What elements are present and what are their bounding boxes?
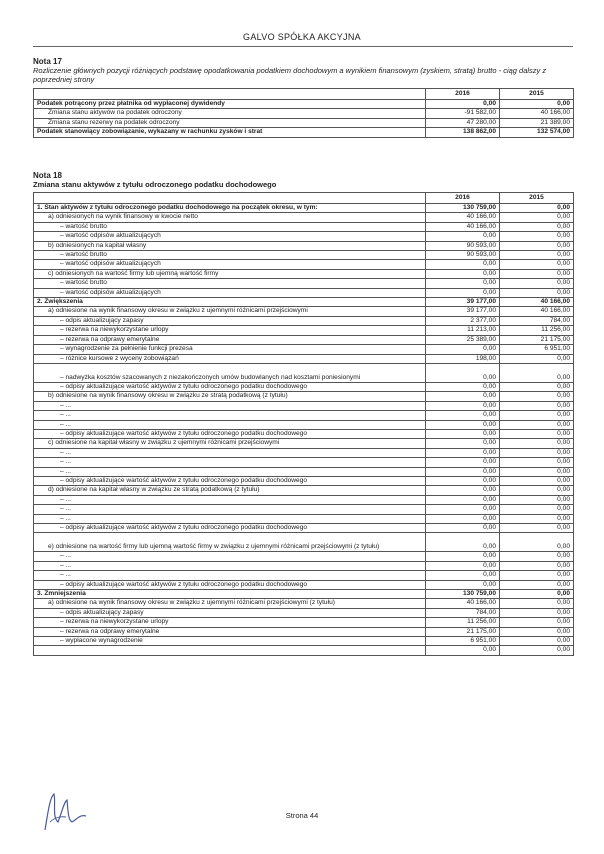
table-row <box>34 392 574 401</box>
value-2016: 0,00 <box>426 429 500 438</box>
row-label: – rezerwa na odprawy emerytalne <box>34 627 426 636</box>
row-label: – odpisy aktualizujące wartość aktywów z tytułu odroczonego podatku dochodowego <box>34 382 426 391</box>
table-row <box>34 232 574 241</box>
value-2015: 0,00 <box>500 279 574 288</box>
value-2016: 90 593,00 <box>426 251 500 260</box>
nota17-label: Nota 17 <box>33 57 62 66</box>
value-2015: 0,00 <box>500 590 574 599</box>
value-2016: 0,00 <box>426 401 500 410</box>
table-row <box>34 580 574 589</box>
page-number: Strona 44 <box>285 811 319 820</box>
table-row <box>34 637 574 646</box>
row-label: a) odniesionych na wynik finansowy w kwocie netto <box>34 213 426 222</box>
row-label: a) odniesione na wynik finansowy okresu w związku z ujemnymi różnicami przejściowymi (z tytułu) <box>34 599 426 608</box>
row-label: e) odniesione na wartość firmy lub ujemną wartość firmy w związku z ujemnymi różnicami przejściowymi (z tytułu) <box>34 533 426 552</box>
value-2015: 132 574,00 <box>500 128 574 137</box>
table-row <box>34 429 574 438</box>
table-row <box>34 204 574 213</box>
value-2015: 40 166,00 <box>500 307 574 316</box>
table-row <box>34 288 574 297</box>
row-label: Zmiana stanu aktywów na podatek odroczony <box>34 109 426 118</box>
value-2016: 2 377,00 <box>426 316 500 325</box>
row-label: – ... <box>34 411 426 420</box>
value-2016: 0,00 <box>426 269 500 278</box>
value-2015: 0,00 <box>500 476 574 485</box>
value-2016: 0,00 <box>426 411 500 420</box>
table-row <box>34 476 574 485</box>
row-label: – odpis aktualizujący zapasy <box>34 316 426 325</box>
value-2015: 0,00 <box>500 260 574 269</box>
value-2015: 0,00 <box>500 552 574 561</box>
column-header: 2015 <box>500 89 574 100</box>
table-row <box>34 316 574 325</box>
value-2015: 0,00 <box>500 514 574 523</box>
value-2015: 0,00 <box>500 608 574 617</box>
table-row <box>34 618 574 627</box>
row-label: – ... <box>34 505 426 514</box>
value-2015: 21 389,00 <box>500 118 574 127</box>
table-row <box>34 420 574 429</box>
row-label: – rezerwa na niewykorzystane urlopy <box>34 326 426 335</box>
row-label: – wartość brutto <box>34 279 426 288</box>
table-row <box>34 345 574 354</box>
value-2015: 0,00 <box>500 467 574 476</box>
value-2016: 47 280,00 <box>426 118 500 127</box>
value-2016: 40 166,00 <box>426 599 500 608</box>
row-label: b) odniesione na wynik finansowy okresu w związku ze stratą podatkową (z tytułu) <box>34 392 426 401</box>
row-label: d) odniesione na kapitał własny w związku ze stratą podatkową (z tytułu) <box>34 486 426 495</box>
table-row <box>34 599 574 608</box>
value-2015: 0,00 <box>500 241 574 250</box>
value-2016: 0,00 <box>426 288 500 297</box>
row-label: – ... <box>34 514 426 523</box>
value-2016: 0,00 <box>426 467 500 476</box>
row-label: Zmiana stanu rezerwy na podatek odroczony <box>34 118 426 127</box>
table-row <box>34 213 574 222</box>
table-row <box>34 269 574 278</box>
value-2015: 40 166,00 <box>500 298 574 307</box>
table-row <box>34 128 574 137</box>
value-2016: 40 166,00 <box>426 213 500 222</box>
value-2015: 0,00 <box>500 392 574 401</box>
value-2016: 0,00 <box>426 420 500 429</box>
value-2016: 0,00 <box>426 571 500 580</box>
row-label: – ... <box>34 467 426 476</box>
value-2016: 0,00 <box>426 260 500 269</box>
row-label: – wypłacone wynagrodzenie <box>34 637 426 646</box>
row-label <box>34 646 426 655</box>
row-label: – ... <box>34 561 426 570</box>
table-header-row <box>34 193 574 204</box>
value-2016: 0,00 <box>426 561 500 570</box>
nota17-table <box>33 88 574 138</box>
table-row <box>34 524 574 533</box>
value-2016: 0,00 <box>426 458 500 467</box>
value-2015: 0,00 <box>500 580 574 589</box>
value-2015: 0,00 <box>500 100 574 109</box>
column-header: 2015 <box>500 193 574 204</box>
row-label: – nadwyżka kosztów szacowanych z niezakończonych umów budowlanych nad kosztami poniesionymi <box>34 363 426 382</box>
value-2016: 39 177,00 <box>426 307 500 316</box>
value-2016: 0,00 <box>426 580 500 589</box>
table-row <box>34 627 574 636</box>
value-2016: 0,00 <box>426 533 500 552</box>
value-2016: 0,00 <box>426 382 500 391</box>
value-2015: 784,00 <box>500 316 574 325</box>
table-row <box>34 571 574 580</box>
value-2015: 21 175,00 <box>500 335 574 344</box>
row-label: 3. Zmniejszenia <box>34 590 426 599</box>
nota18-title: Zmiana stanu aktywów z tytułu odroczonego podatku dochodowego <box>33 180 277 189</box>
value-2016: 0,00 <box>426 495 500 504</box>
table-row <box>34 401 574 410</box>
table-row <box>34 222 574 231</box>
value-2016: 0,00 <box>426 486 500 495</box>
table-row <box>34 561 574 570</box>
table-row <box>34 448 574 457</box>
row-label: – ... <box>34 571 426 580</box>
value-2016: 0,00 <box>426 439 500 448</box>
table-row <box>34 646 574 655</box>
value-2015: 0,00 <box>500 495 574 504</box>
table-row <box>34 505 574 514</box>
header-divider <box>33 46 573 47</box>
value-2016: 39 177,00 <box>426 298 500 307</box>
value-2016: 0,00 <box>426 279 500 288</box>
value-2016: 784,00 <box>426 608 500 617</box>
row-label: – odpisy aktualizujące wartość aktywów z tytułu odroczonego podatku dochodowego <box>34 429 426 438</box>
table-row <box>34 251 574 260</box>
table-row <box>34 118 574 127</box>
row-label: 1. Stan aktywów z tytułu odroczonego podatku dochodowego na początek okresu, w tym: <box>34 204 426 213</box>
column-header <box>34 193 426 204</box>
table-row <box>34 495 574 504</box>
table-row <box>34 382 574 391</box>
row-label: Podatek potrącony przez płatnika od wypłaconej dywidendy <box>34 100 426 109</box>
row-label: – wartość odpisów aktualizujących <box>34 232 426 241</box>
table-row <box>34 439 574 448</box>
company-header: GALVO SPÓŁKA AKCYJNA <box>243 32 361 42</box>
value-2016: 198,00 <box>426 354 500 363</box>
value-2016: 0,00 <box>426 476 500 485</box>
table-row <box>34 486 574 495</box>
value-2015: 0,00 <box>500 439 574 448</box>
table-row <box>34 458 574 467</box>
value-2015: 0,00 <box>500 571 574 580</box>
table-row <box>34 354 574 363</box>
row-label: Podatek stanowiący zobowiązanie, wykazany w rachunku zysków i strat <box>34 128 426 137</box>
row-label: – ... <box>34 448 426 457</box>
value-2015: 0,00 <box>500 618 574 627</box>
row-label: b) odniesionych na kapitał własny <box>34 241 426 250</box>
value-2016: 0,00 <box>426 100 500 109</box>
value-2016: 11 256,00 <box>426 618 500 627</box>
value-2015: 0,00 <box>500 505 574 514</box>
row-label: – rezerwa na odprawy emerytalne <box>34 335 426 344</box>
row-label: – ... <box>34 420 426 429</box>
table-row <box>34 307 574 316</box>
value-2015: 0,00 <box>500 448 574 457</box>
row-label: – odpisy aktualizujące wartość aktywów z tytułu odroczonego podatku dochodowego <box>34 476 426 485</box>
row-label: – odpisy aktualizujące wartość aktywów z tytułu odroczonego podatku dochodowego <box>34 524 426 533</box>
value-2015: 40 166,00 <box>500 109 574 118</box>
value-2015: 0,00 <box>500 627 574 636</box>
value-2016: 90 593,00 <box>426 241 500 250</box>
value-2016: 6 951,00 <box>426 637 500 646</box>
value-2015: 0,00 <box>500 288 574 297</box>
row-label: – wartość brutto <box>34 251 426 260</box>
value-2016: 0,00 <box>426 524 500 533</box>
table-row <box>34 335 574 344</box>
value-2015: 0,00 <box>500 524 574 533</box>
value-2015: 0,00 <box>500 637 574 646</box>
value-2015: 0,00 <box>500 486 574 495</box>
value-2016: 138 862,00 <box>426 128 500 137</box>
nota18-table <box>33 192 574 656</box>
value-2015: 0,00 <box>500 420 574 429</box>
value-2016: 0,00 <box>426 232 500 241</box>
value-2015: 0,00 <box>500 646 574 655</box>
value-2015: 0,00 <box>500 458 574 467</box>
value-2015: 0,00 <box>500 429 574 438</box>
table-row <box>34 552 574 561</box>
value-2015: 0,00 <box>500 204 574 213</box>
value-2016: 25 389,00 <box>426 335 500 344</box>
table-row <box>34 363 574 382</box>
value-2015: 0,00 <box>500 382 574 391</box>
column-header <box>34 89 426 100</box>
row-label: – wartość odpisów aktualizujących <box>34 260 426 269</box>
value-2015: 0,00 <box>500 533 574 552</box>
row-label: – wartość odpisów aktualizujących <box>34 288 426 297</box>
row-label: 2. Zwiększenia <box>34 298 426 307</box>
table-row <box>34 260 574 269</box>
table-row <box>34 109 574 118</box>
value-2016: 40 166,00 <box>426 222 500 231</box>
row-label: – ... <box>34 495 426 504</box>
table-row <box>34 514 574 523</box>
value-2015: 0,00 <box>500 411 574 420</box>
value-2015: 0,00 <box>500 222 574 231</box>
table-row <box>34 467 574 476</box>
value-2016: 0,00 <box>426 646 500 655</box>
row-label: – odpis aktualizujący zapasy <box>34 608 426 617</box>
value-2016: 0,00 <box>426 345 500 354</box>
row-label: – ... <box>34 458 426 467</box>
value-2016: 0,00 <box>426 392 500 401</box>
row-label: – wartość brutto <box>34 222 426 231</box>
value-2015: 0,00 <box>500 561 574 570</box>
value-2015: 0,00 <box>500 599 574 608</box>
value-2016: -91 582,00 <box>426 109 500 118</box>
row-label: c) odniesionych na wartość firmy lub ujemną wartość firmy <box>34 269 426 278</box>
value-2015: 0,00 <box>500 269 574 278</box>
table-row <box>34 241 574 250</box>
value-2016: 0,00 <box>426 448 500 457</box>
value-2015: 0,00 <box>500 363 574 382</box>
value-2015: 0,00 <box>500 232 574 241</box>
row-label: – różnice kursowe z wyceny zobowiązań <box>34 354 426 363</box>
table-row <box>34 279 574 288</box>
row-label: – rezerwa na niewykorzystane urlopy <box>34 618 426 627</box>
table-row <box>34 533 574 552</box>
value-2016: 0,00 <box>426 552 500 561</box>
row-label: – wynagrodzenie za pełnienie funkcji prezesa <box>34 345 426 354</box>
value-2015: 0,00 <box>500 354 574 363</box>
table-row <box>34 411 574 420</box>
table-header-row <box>34 89 574 100</box>
nota17-title: Rozliczenie głównych pozycji różniących podstawę opodatkowania podatkiem dochodowym a wynikiem finansowym (zyskiem, stratą) brutto - ciąg dalszy z poprzedniej strony <box>33 66 547 84</box>
nota18-label: Nota 18 <box>33 171 62 180</box>
table-row <box>34 608 574 617</box>
row-label: a) odniesione na wynik finansowy okresu w związku z ujemnymi różnicami przejściowymi <box>34 307 426 316</box>
value-2016: 130 759,00 <box>426 590 500 599</box>
value-2016: 11 213,00 <box>426 326 500 335</box>
value-2016: 130 759,00 <box>426 204 500 213</box>
value-2015: 0,00 <box>500 401 574 410</box>
row-label: – ... <box>34 401 426 410</box>
value-2016: 0,00 <box>426 514 500 523</box>
row-label: – odpisy aktualizujące wartość aktywów z tytułu odroczonego podatku dochodowego <box>34 580 426 589</box>
row-label: – ... <box>34 552 426 561</box>
row-label: c) odniesione na kapitał własny w związku z ujemnymi różnicami przejściowymi <box>34 439 426 448</box>
value-2015: 11 256,00 <box>500 326 574 335</box>
table-row <box>34 298 574 307</box>
table-row <box>34 100 574 109</box>
column-header: 2016 <box>426 89 500 100</box>
table-row <box>34 326 574 335</box>
value-2016: 0,00 <box>426 363 500 382</box>
column-header: 2016 <box>426 193 500 204</box>
value-2016: 0,00 <box>426 505 500 514</box>
value-2016: 21 175,00 <box>426 627 500 636</box>
value-2015: 6 951,00 <box>500 345 574 354</box>
table-row <box>34 590 574 599</box>
value-2015: 0,00 <box>500 213 574 222</box>
value-2015: 0,00 <box>500 251 574 260</box>
